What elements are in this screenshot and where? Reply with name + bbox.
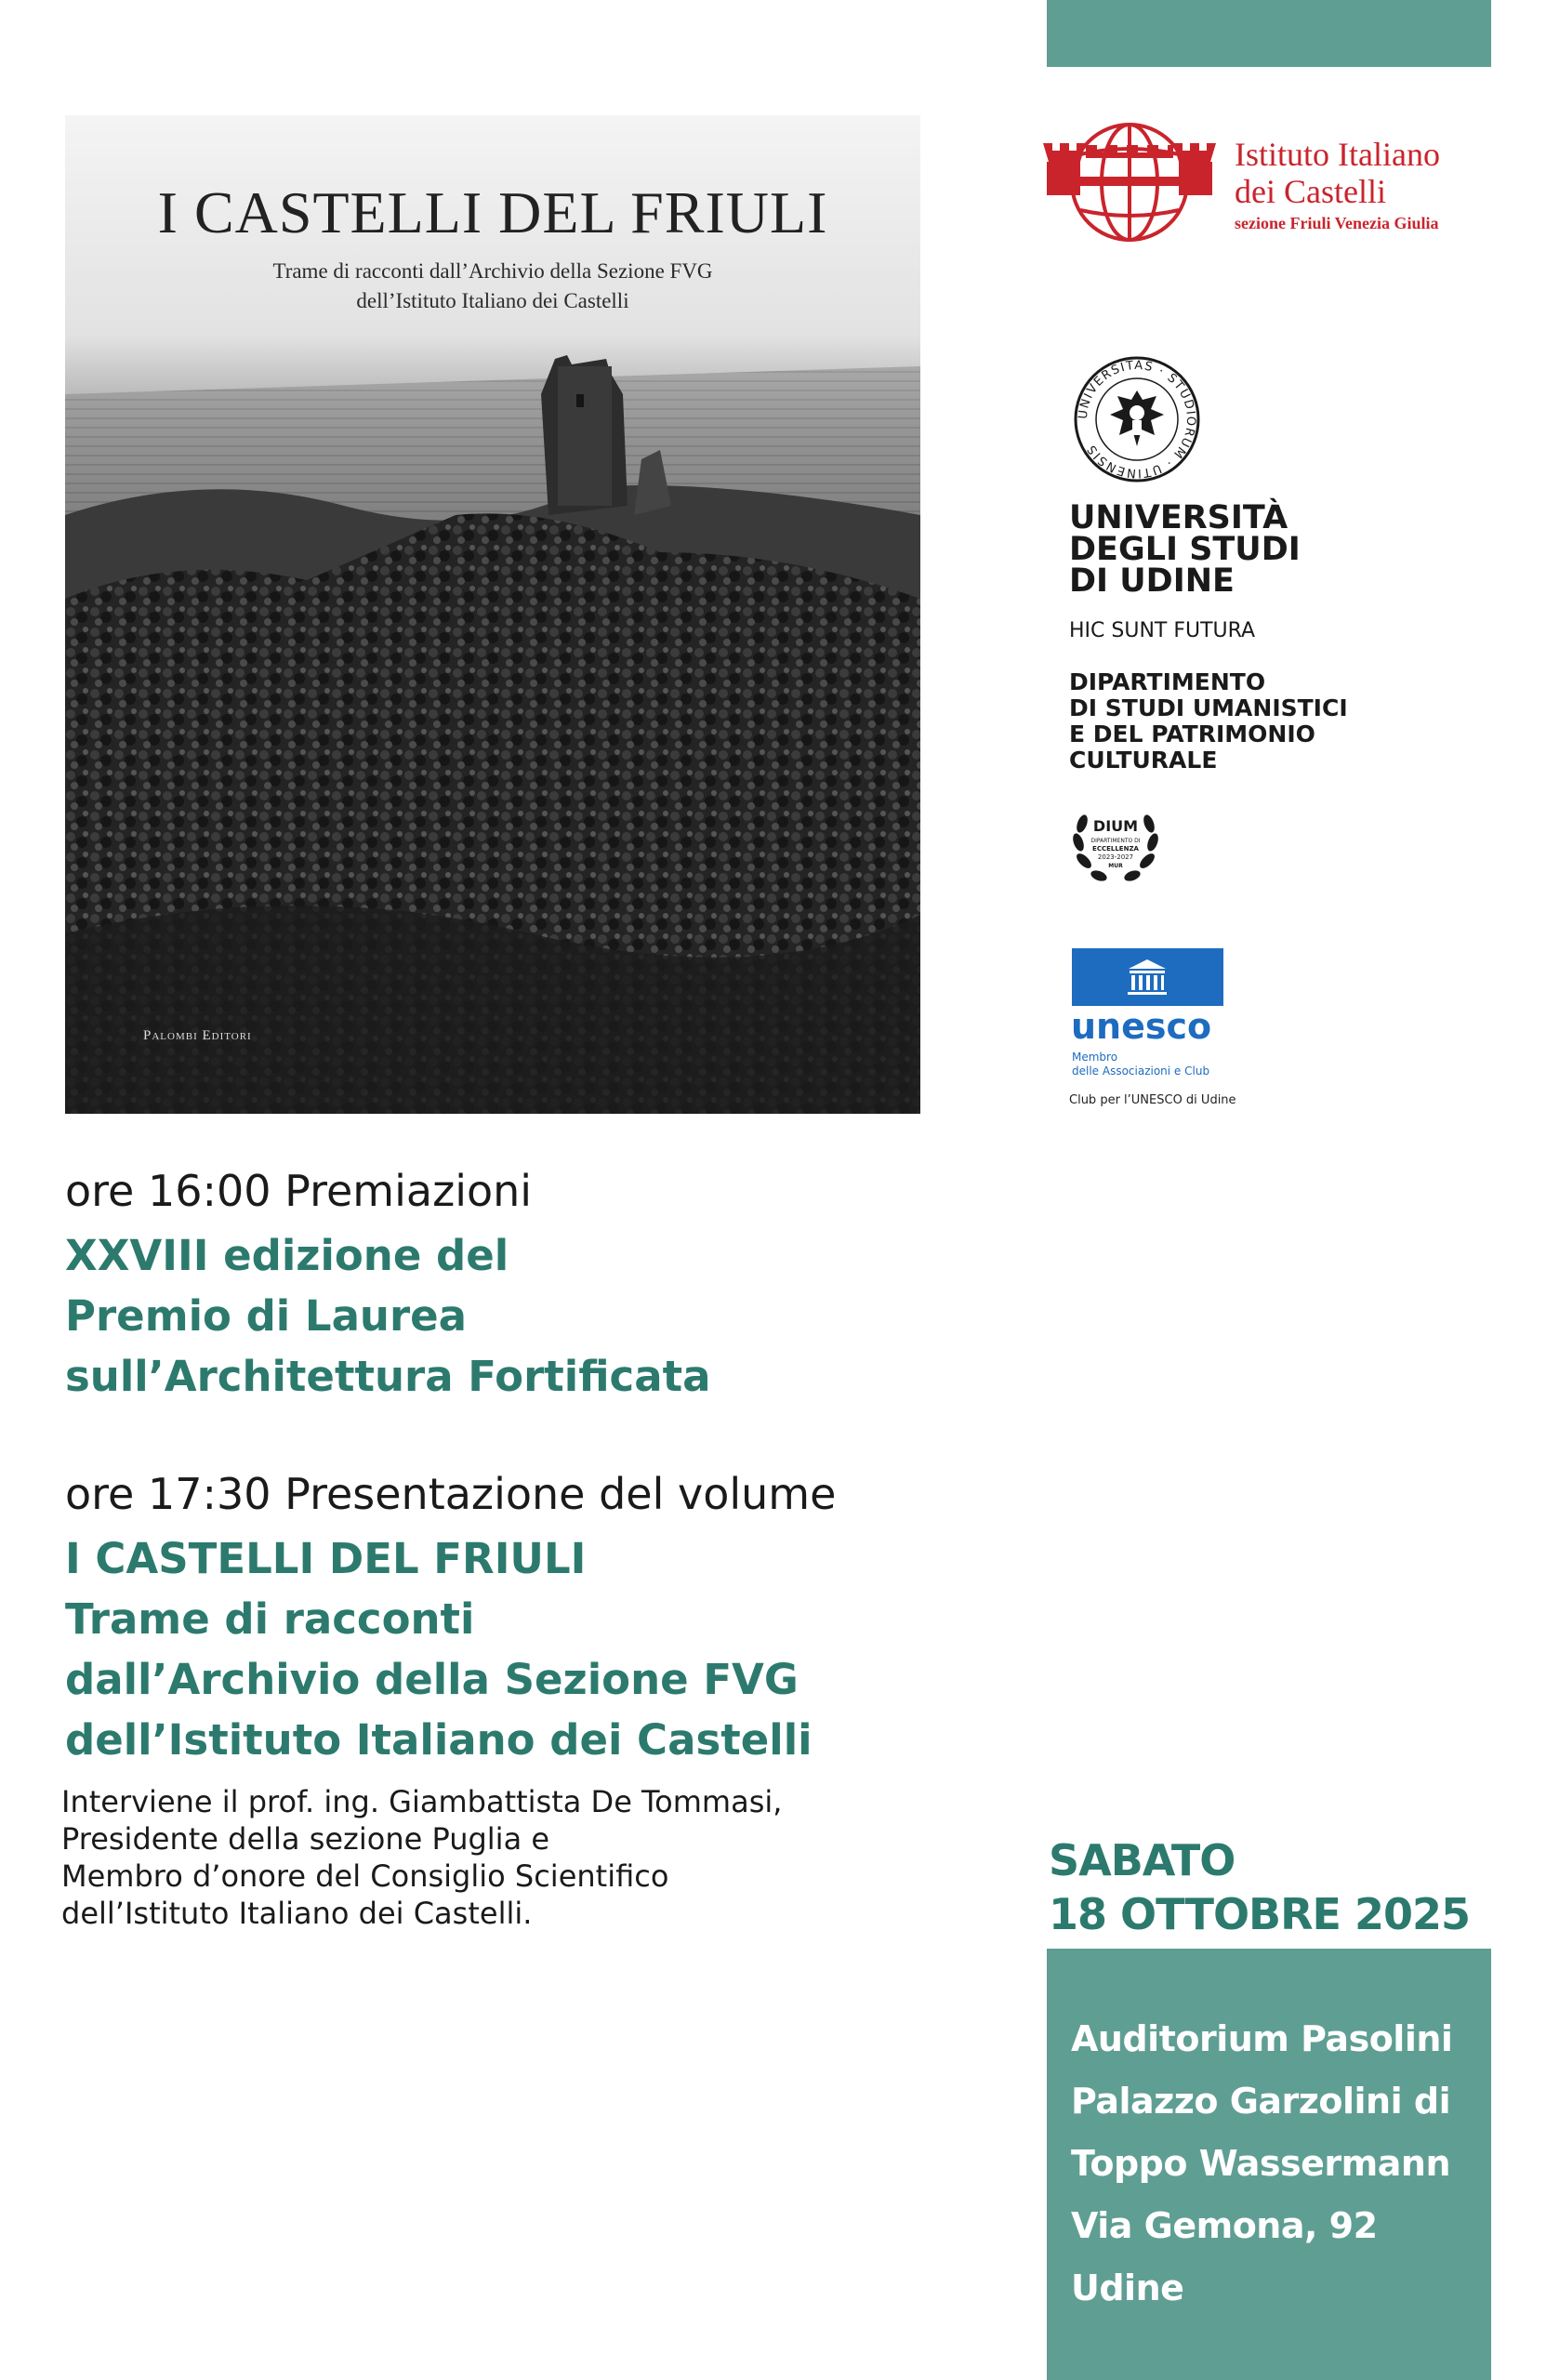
unesco-wordmark: unesco [1071,1006,1212,1047]
unesco-membership-line: delle Associazioni e Club [1072,1064,1210,1078]
dium-excellence-badge-icon [1065,787,1166,887]
intervention-line: Membro d’onore del Consiglio Scientifico [61,1858,669,1894]
dium-text: ECCELLENZA [1092,845,1139,853]
university-name-line: UNIVERSITÀ [1069,499,1288,536]
iic-name-line: dei Castelli [1235,173,1386,210]
iic-section-label: sezione Friuli Venezia Giulia [1235,214,1439,232]
program-title-line: Trame di racconti [65,1594,475,1644]
program-title-line: I CASTELLI DEL FRIULI [65,1534,587,1583]
iic-name-line: Istituto Italiano [1235,136,1440,173]
unesco-temple-logo [1072,948,1223,1006]
dium-text: MUR [1108,863,1123,869]
event-date-value: 18 OTTOBRE 2025 [1049,1889,1470,1939]
unesco-club-name: Club per l’UNESCO di Udine [1069,1093,1236,1107]
intervention-line: dell’Istituto Italiano dei Castelli. [61,1896,533,1931]
program-title-line: dall’Archivio della Sezione FVG [65,1655,799,1704]
program-item1-time: ore 16:00 Premiazioni [65,1166,533,1216]
venue-line: Via Gemona, 92 [1071,2205,1378,2246]
cover-title: I CASTELLI DEL FRIULI [157,179,828,245]
program-title-line: XXVIII edizione del [65,1231,509,1280]
university-name [1069,499,1301,600]
iic-globe-logo-icon [1043,115,1216,245]
book-cover-image [65,115,920,1114]
department-line: DIPARTIMENTO [1069,668,1266,695]
dium-label: DIUM [1092,817,1139,835]
university-name-line: DEGLI STUDI [1069,531,1301,568]
venue-line: Udine [1071,2268,1184,2308]
publisher-name: Palombi Editori [143,1028,252,1043]
venue-line: Auditorium Pasolini [1071,2018,1453,2059]
department-line: DI STUDI UMANISTICI [1069,694,1348,721]
event-day: SABATO [1049,1835,1235,1885]
venue-address [1071,2008,1452,2320]
intervention-line: Interviene il prof. ing. Giambattista De Tommasi, [61,1784,783,1819]
intervention-line: Presidente della sezione Puglia e [61,1821,550,1857]
speaker-intervention [61,1783,782,1932]
unesco-membership [1072,1051,1209,1078]
program-title-line: Premio di Laurea [65,1291,468,1341]
cover-subtitle [65,257,920,316]
dium-text: DIPARTIMENTO DI [1090,838,1141,844]
unesco-temple-icon [1072,948,1223,1006]
university-motto: HIC SUNT FUTURA [1069,619,1256,642]
university-seal-icon [1073,355,1201,483]
cover-subtitle-line: dell’Istituto Italiano dei Castelli [356,289,629,312]
program-item2-time: ore 17:30 Presentazione del volume [65,1469,837,1519]
department-line: CULTURALE [1069,747,1218,774]
program-title-line: dell’Istituto Italiano dei Castelli [65,1715,813,1765]
program-title-line: sull’Architettura Fortificata [65,1352,711,1401]
program-item2-title [65,1528,813,1770]
department-name [1069,669,1348,774]
dium-text: 2023-2027 [1097,853,1134,861]
seal-text: UNIVERSITAS · STUDIORUM · UTINENSIS [1076,358,1198,481]
venue-line: Toppo Wassermann [1071,2143,1451,2184]
iic-logo-text [1235,136,1440,233]
department-line: E DEL PATRIMONIO [1069,721,1315,747]
cover-subtitle-line: Trame di racconti dall’Archivio della Sezione FVG [272,259,713,283]
unesco-membership-line: Membro [1072,1051,1118,1064]
program-item1-title [65,1225,710,1407]
venue-line: Palazzo Garzolini di [1071,2081,1451,2122]
event-date [1049,1833,1470,1941]
university-name-line: DI UDINE [1069,562,1235,600]
top-accent-bar [1047,0,1491,67]
